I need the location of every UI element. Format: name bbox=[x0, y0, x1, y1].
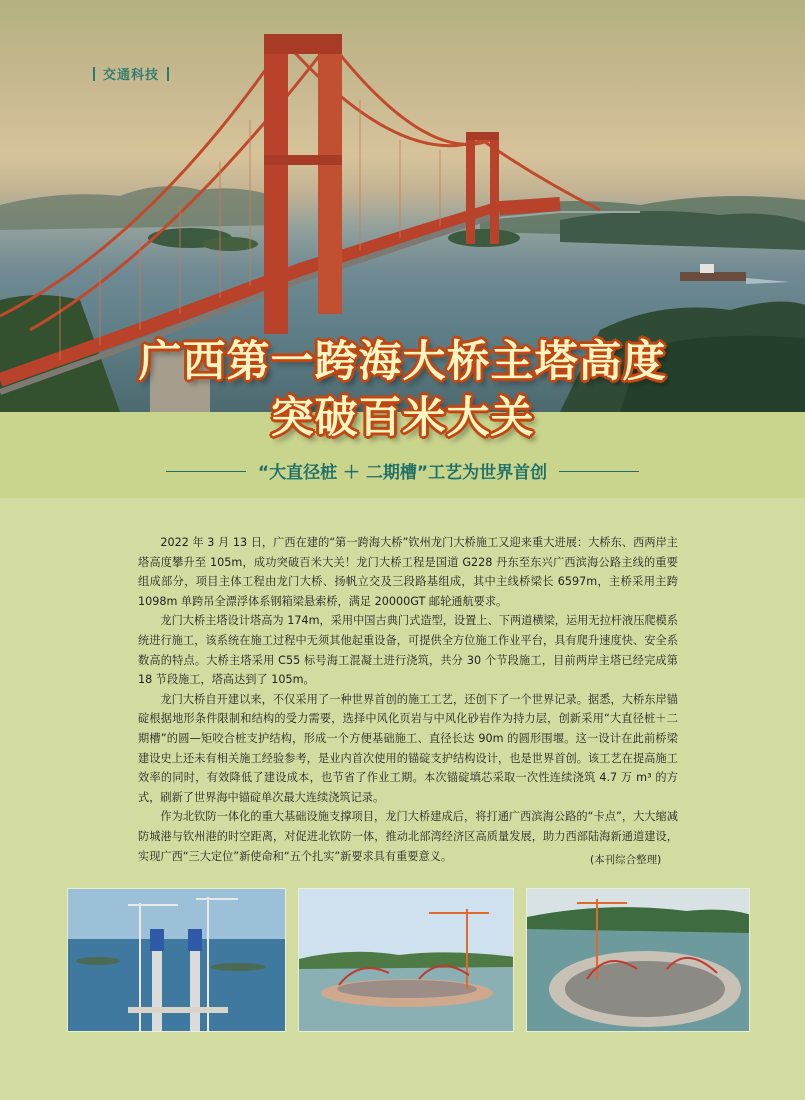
section-tag-bar-right bbox=[167, 67, 169, 81]
photo-cofferdam bbox=[526, 888, 750, 1032]
section-tag bbox=[85, 64, 177, 83]
photo-anchorage-site bbox=[298, 888, 514, 1032]
page-title-line1: 广西第一跨海大桥主塔高度 bbox=[138, 337, 667, 387]
article-paragraph: 龙门大桥主塔设计塔高为 174m，采用中国古典门式造型，设置上、下两道横梁，运用无拉杆液压爬模系统进行施工，该系统在施工过程中无须其他起重设备，可提供全方位施工作业平台，具有爬升速度快、安全系数高的特点。大桥主塔采用 C55 标号海工混凝土进行浇筑，共分 30 个节段施工，目前两岸主塔已经完成第 18 节段施工，塔高达到了 105m。 bbox=[138, 614, 678, 687]
article-paragraph: 2022 年 3 月 13 日，广西在建的“第一跨海大桥”钦州龙门大桥施工又迎来重大进展：大桥东、西两岸主塔高度攀升至 105m，成功突破百米大关！龙门大桥工程是国道 G228 丹东至东兴广西滨海公路主线的重要组成部分，项目主体工程由龙门大桥、扬帆立交及三段路基组成，其中主线桥梁长 6597m，主桥采用主跨 1098m 单跨吊全漂浮体系钢箱梁悬索桥，满足 20000GT 邮轮通航要求。 bbox=[138, 536, 678, 608]
page-title-line2: 突破百米大关 bbox=[270, 393, 535, 443]
subtitle-rule-left bbox=[166, 471, 246, 472]
section-tag-bar-left bbox=[93, 67, 95, 81]
subtitle-text: “大直径桩 ＋ 二期槽”工艺为世界首创 bbox=[257, 463, 548, 483]
article-body bbox=[138, 533, 678, 866]
article-paragraph: 龙门大桥自开建以来，不仅采用了一种世界首创的施工工艺，还创下了一个世界记录。据悉，大桥东岸锚碇根据地形条件限制和结构的受力需要，选择中风化页岩与中风化砂岩作为持力层，创新采用“大直径桩＋二期槽”的圆—矩咬合桩支护结构，形成一个方便基础施工、直径长达 90m 的圆形围堰。这一设计在此前桥梁建设史上还未有相关施工经验参考，是业内首次使用的锚碇支护结构设计，也是世界首创。该工艺在提高施工效率的同时，有效降低了建设成本，也节省了作业工期。本次锚碇填芯采取一次性连续浇筑 4.7 万 m³ 的方式，刷新了世界海中锚碇单次最大连续浇筑记录。 bbox=[138, 692, 678, 804]
photo-tower-construction bbox=[67, 888, 286, 1032]
section-tag-label: 交通科技 bbox=[103, 68, 160, 83]
subtitle bbox=[0, 458, 805, 483]
subtitle-rule-right bbox=[559, 471, 639, 472]
article-paragraph: 作为北钦防一体化的重大基础设施支撑项目，龙门大桥建成后，将打通广西滨海公路的“卡点”，大大缩减防城港与钦州港的时空距离，对促进北钦防一体，推动北部湾经济区高质量发展，助力西部陆海新通道建设，实现广西“三大定位”新使命和“五个扎实”新要求具有重要意义。 bbox=[138, 810, 678, 863]
article-source: (本刊综合整理) bbox=[590, 854, 662, 866]
